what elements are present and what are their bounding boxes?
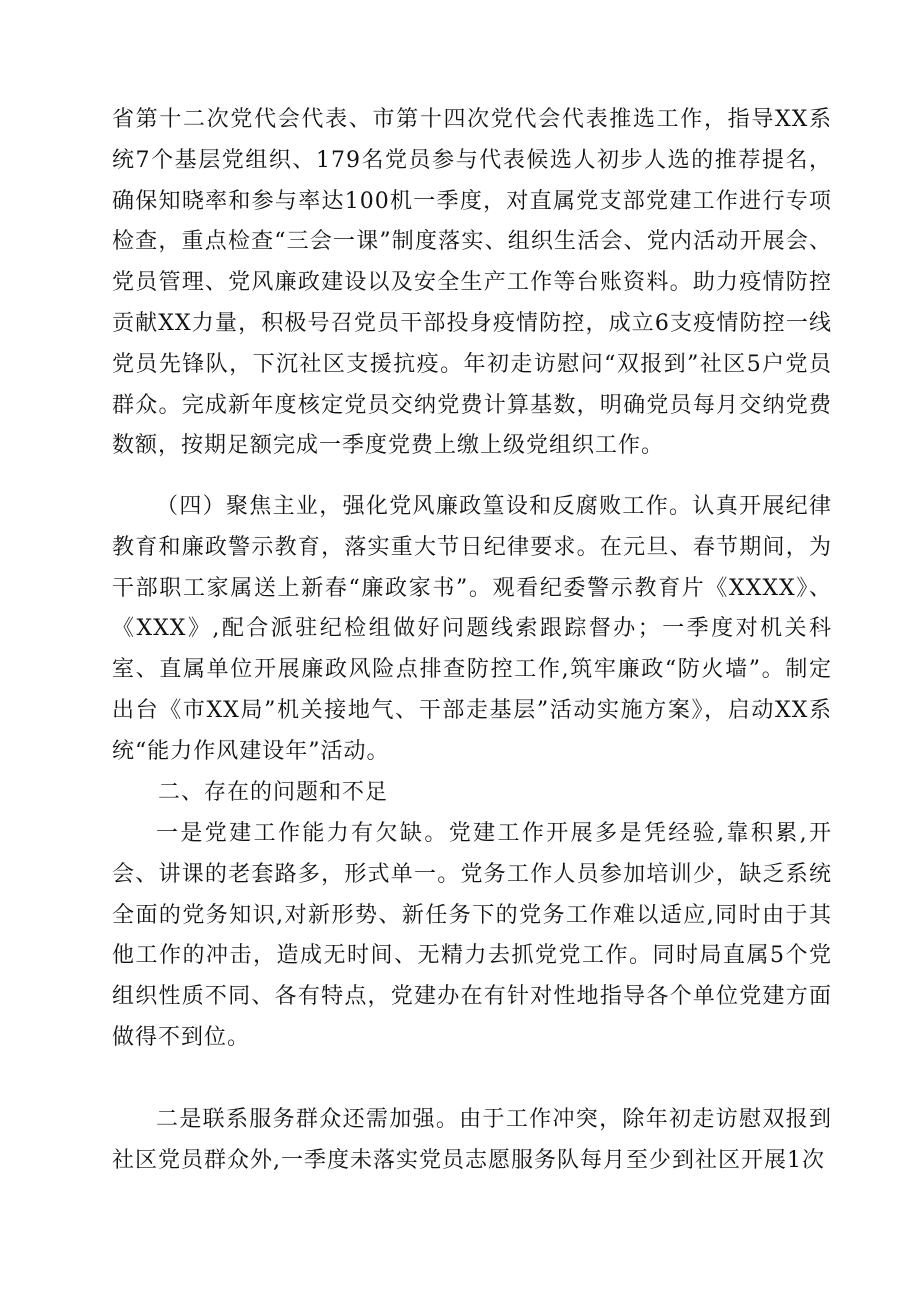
body-paragraph-continuation: 省第十二次党代会代表、市第十四次党代会代表推选工作，指导XX系统7个基层党组织、179名党员参与代表候选人初步人选的推荐提名，确保知晓率和参与率达100机一季度，对直属党支部党建工作进行专项检查，重点检查“三会一课”制度落实、组织生活会、党内活动开展会、党员管理、党风廉政建设以及安全生产工作等台账资料。助力疫情防控贡献XX力量，积极号召党员干部投身疫情防控，成立6支疫情防控一线党员先锋队，下沉社区支援抗疫。年初走访慰问“双报到”社区5户党员群众。完成新年度核定党员交纳党费计算基数，明确党员每月交纳党费数额，按期足额完成一季度党费上缴上级党组织工作。 <box>112 107 832 459</box>
section-heading: 二、存在的问题和不足 <box>158 780 389 805</box>
body-paragraph-problem-one: 一是党建工作能力有欠缺。党建工作开展多是凭经验,靠积累,开会、讲课的老套路多，形式单一。党务工作人员参加培训少，缺乏系统全面的党务知识,对新形势、新任务下的党务工作难以适应,同时由于其他工作的冲击，造成无时间、无精力去抓党党工作。同时局直属5个党组织性质不同、各有特点，党建办在有针对性地指导各个单位党建方面做得不到位。 <box>112 821 832 1050</box>
body-paragraph-anti-corruption: （四）聚焦主业，强化党风廉政篁设和反腐败工作。认真开展纪律教育和廉政警示教育，落实重大节日纪律要求。在元旦、春节期间，为干部职工家属送上新春“廉政家书”。观看纪委警示教育片《XXXX》、《XXX》,配合派驻纪检组做好问题线索跟踪督办；一季度对机关科室、直属单位开展廉政风险点排查防控工作,筑牢廉政“防火墙”。制定出台《市XX局”机关接地气、干部走基层”活动实施方案》，启动XX系统“能力作风建设年”活动。 <box>112 494 832 764</box>
body-paragraph-problem-two: 二是联系服务群众还需加强。由于工作冲突，除年初走访慰双报到社区党员群众外,一季度未落实党员志愿服务队每月至少到社区开展1次 <box>112 1107 832 1173</box>
